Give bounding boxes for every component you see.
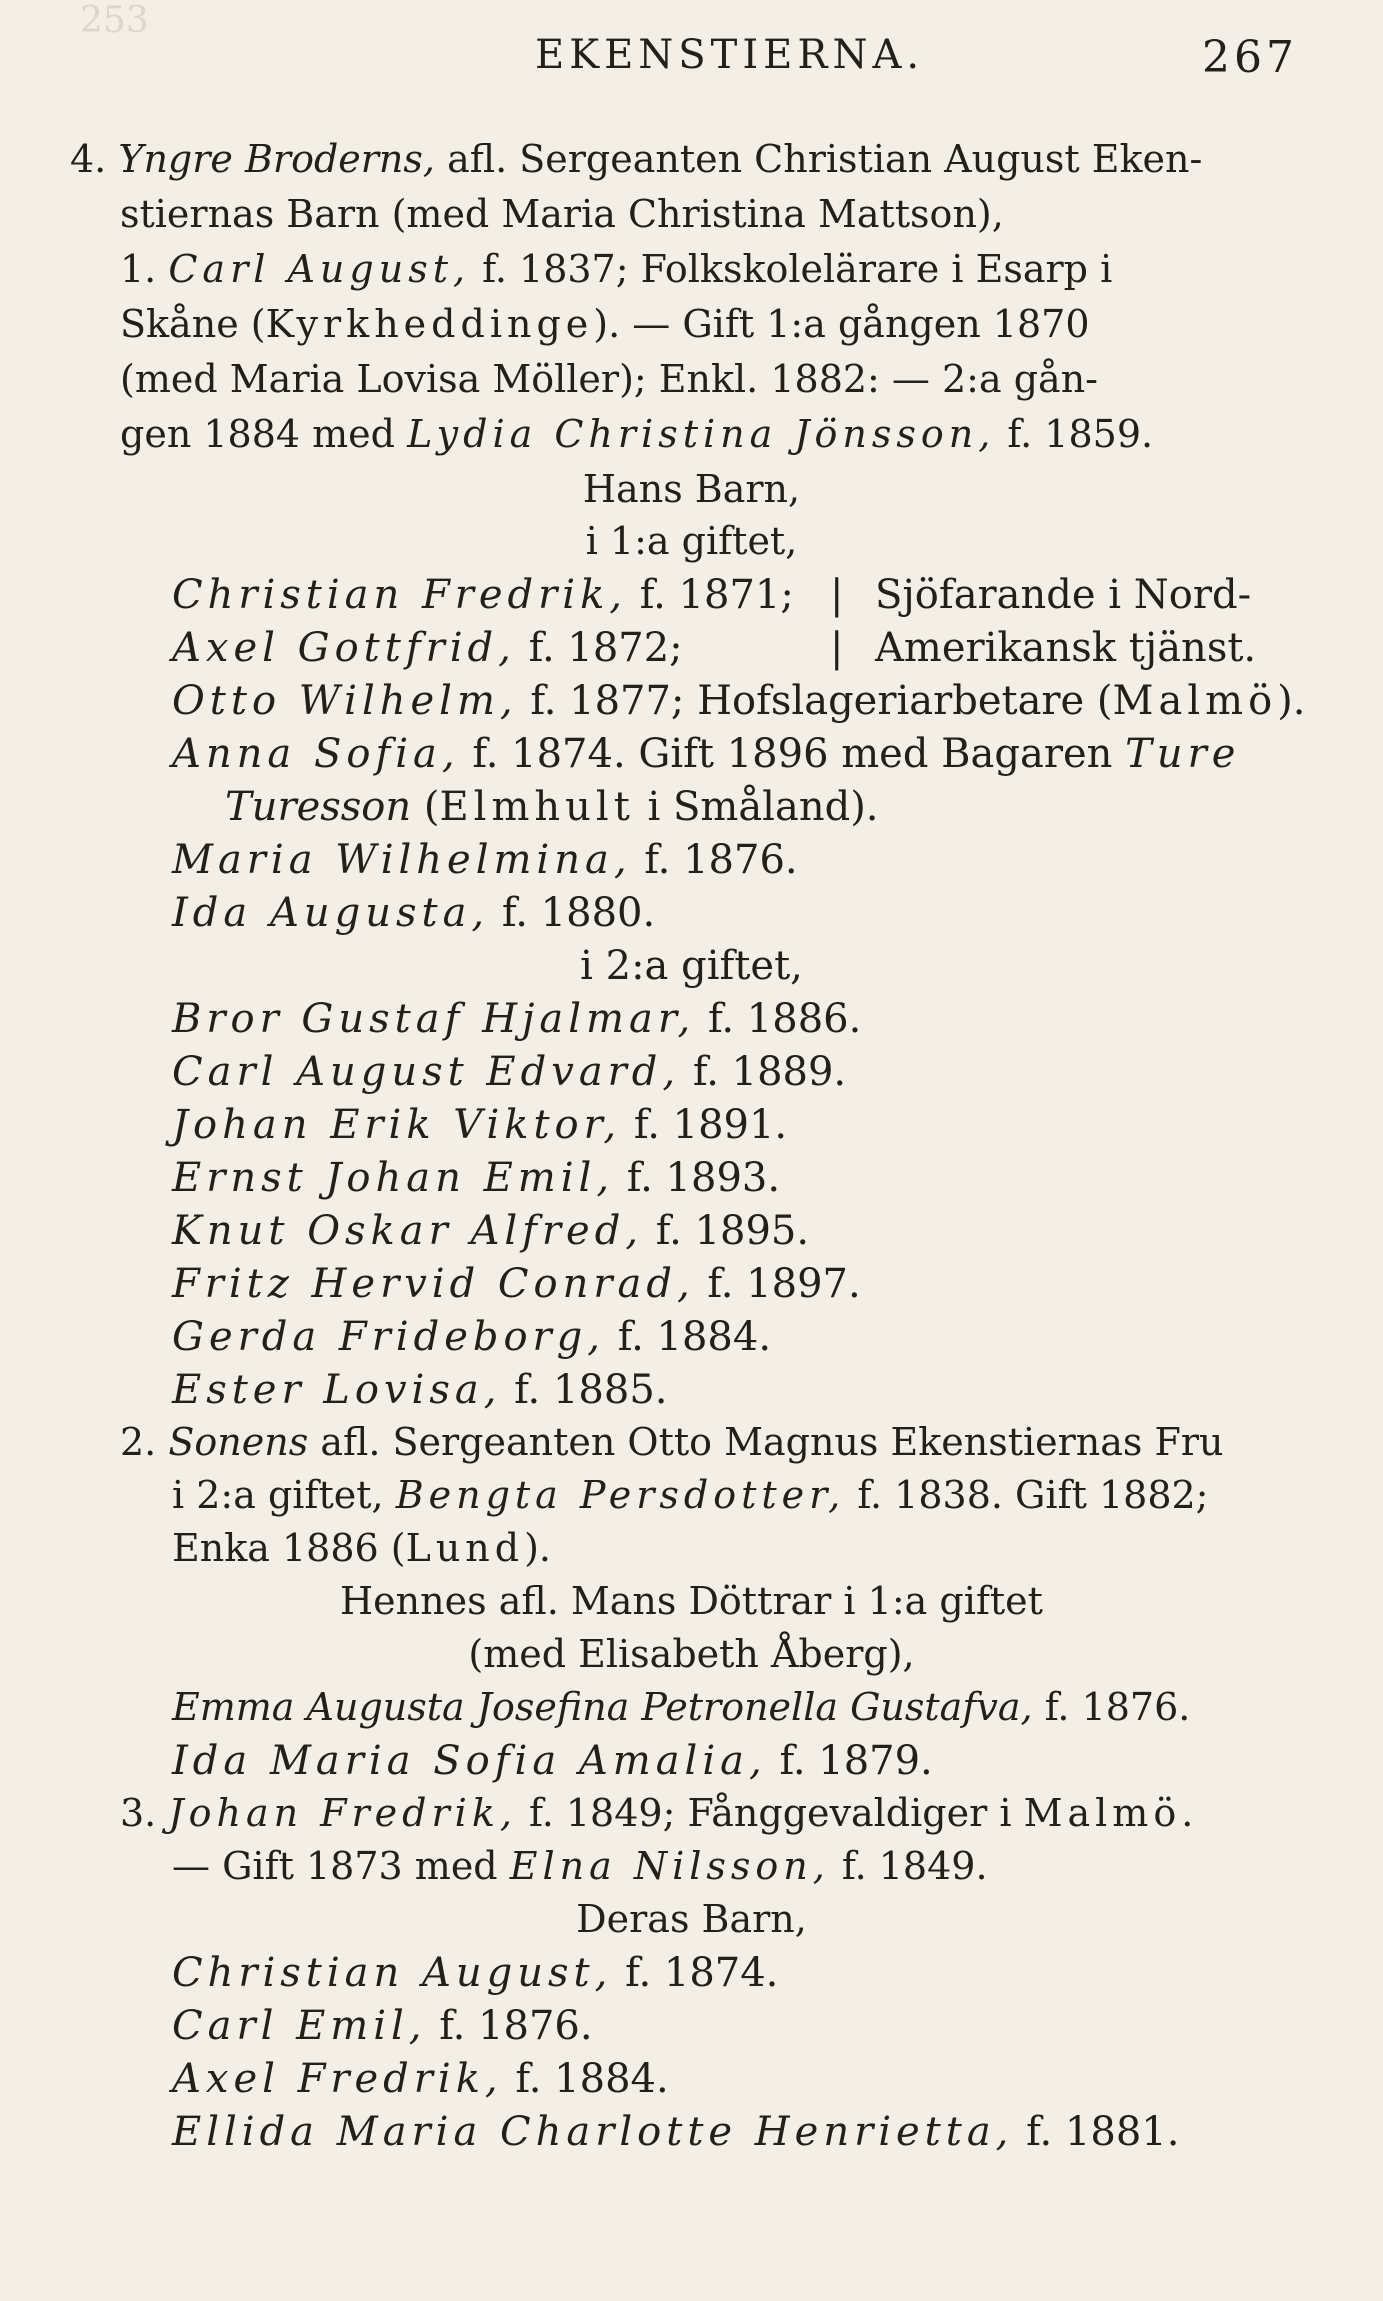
child-entry: Bror Gustaf Hjalmar, f. 1886. [172, 996, 862, 1042]
subheading: i 2:a giftet, [580, 943, 803, 989]
place-name: Kyrkheddinge [265, 302, 594, 346]
person-name: Ture [1125, 731, 1241, 777]
text-line: — Gift 1873 med Elna Nilsson, f. 1849. [172, 1844, 988, 1888]
place-name: Lund [405, 1526, 525, 1570]
child-entry: Ester Lovisa, f. 1885. [172, 1367, 668, 1413]
lineage-name: Yngre Broderns, [118, 137, 435, 181]
lineage-name: Sonens [168, 1420, 309, 1464]
text-line: 2. Sonens afl. Sergeanten Otto Magnus Ekenstiernas Fru [120, 1420, 1224, 1464]
bleed-through-page-number: 253 [80, 0, 149, 41]
child-entry: Ellida Maria Charlotte Henrietta, f. 1881. [172, 2109, 1180, 2155]
person-name: Johan Erik Viktor, [172, 1102, 622, 1148]
text-line [120, 192, 1004, 236]
person-name: Knut Oskar Alfred, [172, 1208, 644, 1254]
child-entry: Johan Erik Viktor, f. 1891. [172, 1102, 788, 1148]
subheading: Hennes afl. Mans Döttrar i 1:a giftet [340, 1579, 1043, 1623]
child-entry: Christian August, f. 1874. [172, 1950, 779, 1996]
text-line: gen 1884 med Lydia Christina Jönsson, f. 1859. [120, 412, 1154, 456]
page-header [0, 32, 1383, 92]
person-name: Carl August, [168, 247, 471, 291]
person-name: Johan Fredrik, [168, 1791, 517, 1835]
person-name: Ernst Johan Emil, [172, 1155, 615, 1201]
section-number: 4. [70, 137, 107, 181]
entry-number: 1. [120, 247, 157, 291]
child-entry: Christian Fredrik, f. 1871; [172, 572, 794, 618]
person-name: Fritz Hervid Conrad, [172, 1261, 695, 1307]
person-name: Axel Gottfrid, [172, 625, 516, 671]
person-name: Christian August, [172, 1950, 613, 1996]
person-name: Carl August Edvard, [172, 1049, 681, 1095]
line-text: afl. Sergeanten Christian August Eken- [447, 137, 1203, 181]
place-name: Elmhult [439, 784, 635, 830]
bracket: | [830, 625, 844, 671]
line-text: stiernas Barn (med Maria Christina Mattson), [120, 192, 1004, 236]
person-name: Otto Wilhelm, [172, 678, 518, 724]
person-name: Ellida Maria Charlotte Henrietta, [172, 2109, 1014, 2155]
text-line: 3. Johan Fredrik, f. 1849; Fånggevaldiger i Malmö. [120, 1791, 1194, 1835]
person-name: Axel Fredrik, [172, 2056, 503, 2102]
person-name: Ester Lovisa, [172, 1367, 502, 1413]
entry-number: 3. [120, 1791, 157, 1835]
subheading: Hans Barn, [582, 467, 801, 511]
child-entry: Turesson (Elmhult i Småland). [225, 784, 879, 830]
line-text: (med Maria Lovisa Möller); Enkl. 1882: — 2:a gån- [120, 357, 1099, 401]
text-line [70, 137, 1203, 181]
person-name: Emma Augusta Josefina Petronella Gustafva, [172, 1685, 1033, 1729]
person-name: Ida Maria Sofia Amalia, [172, 1738, 767, 1784]
text-line: Skåne (Kyrkheddinge). — Gift 1:a gången 1870 [120, 302, 1090, 346]
child-entry: Ernst Johan Emil, f. 1893. [172, 1155, 781, 1201]
page-number: 267 [1202, 32, 1298, 83]
person-name: Bengta Persdotter, [395, 1473, 846, 1517]
text-line [120, 247, 1113, 291]
child-entry: Gerda Frideborg, f. 1884. [172, 1314, 772, 1360]
child-entry: Ida Augusta, f. 1880. [172, 890, 656, 936]
person-name: Elna Nilsson, [509, 1844, 830, 1888]
child-entry: Axel Gottfrid, f. 1872; [172, 625, 683, 671]
child-entry: Emma Augusta Josefina Petronella Gustafva, f. 1876. [172, 1685, 1191, 1729]
child-note: Amerikansk tjänst. [875, 625, 1257, 671]
child-entry: Axel Fredrik, f. 1884. [172, 2056, 669, 2102]
text-line: Enka 1886 (Lund). [172, 1526, 552, 1570]
place-name: Malmö [1112, 678, 1278, 724]
person-name: Lydia Christina Jönsson, [407, 412, 996, 456]
child-entry: Knut Oskar Alfred, f. 1895. [172, 1208, 810, 1254]
person-name: Christian Fredrik, [172, 572, 628, 618]
child-entry: Carl Emil, f. 1876. [172, 2003, 593, 2049]
child-entry: Fritz Hervid Conrad, f. 1897. [172, 1261, 861, 1307]
person-name: Gerda Frideborg, [172, 1314, 605, 1360]
child-entry: Otto Wilhelm, f. 1877; Hofslageriarbetare (Malmö). [172, 678, 1306, 724]
child-note: Sjöfarande i Nord- [875, 572, 1252, 618]
bracket: | [830, 572, 844, 618]
entry-number: 2. [120, 1420, 157, 1464]
person-name: Bror Gustaf Hjalmar, [172, 996, 696, 1042]
child-entry: Carl August Edvard, f. 1889. [172, 1049, 847, 1095]
subheading: i 1:a giftet, [585, 519, 798, 563]
person-name: Carl Emil, [172, 2003, 427, 2049]
person-name: Turesson [225, 784, 412, 830]
child-entry: Anna Sofia, f. 1874. Gift 1896 med Bagaren Ture [172, 731, 1241, 777]
child-entry: Maria Wilhelmina, f. 1876. [172, 837, 798, 883]
place-name: Malmö [1023, 1791, 1182, 1835]
text-line [120, 357, 1099, 401]
child-entry: Ida Maria Sofia Amalia, f. 1879. [172, 1738, 933, 1784]
line-text: f. 1837; Folkskolelärare i Esarp i [482, 247, 1113, 291]
person-name: Anna Sofia, [172, 731, 460, 777]
subheading: (med Elisabeth Åberg), [468, 1632, 915, 1676]
person-name: Ida Augusta, [172, 890, 490, 936]
person-name: Maria Wilhelmina, [172, 837, 632, 883]
text-line: i 2:a giftet, Bengta Persdotter, f. 1838. Gift 1882; [172, 1473, 1209, 1517]
subheading: Deras Barn, [576, 1897, 807, 1941]
running-title: EKENSTIERNA. [535, 32, 925, 78]
